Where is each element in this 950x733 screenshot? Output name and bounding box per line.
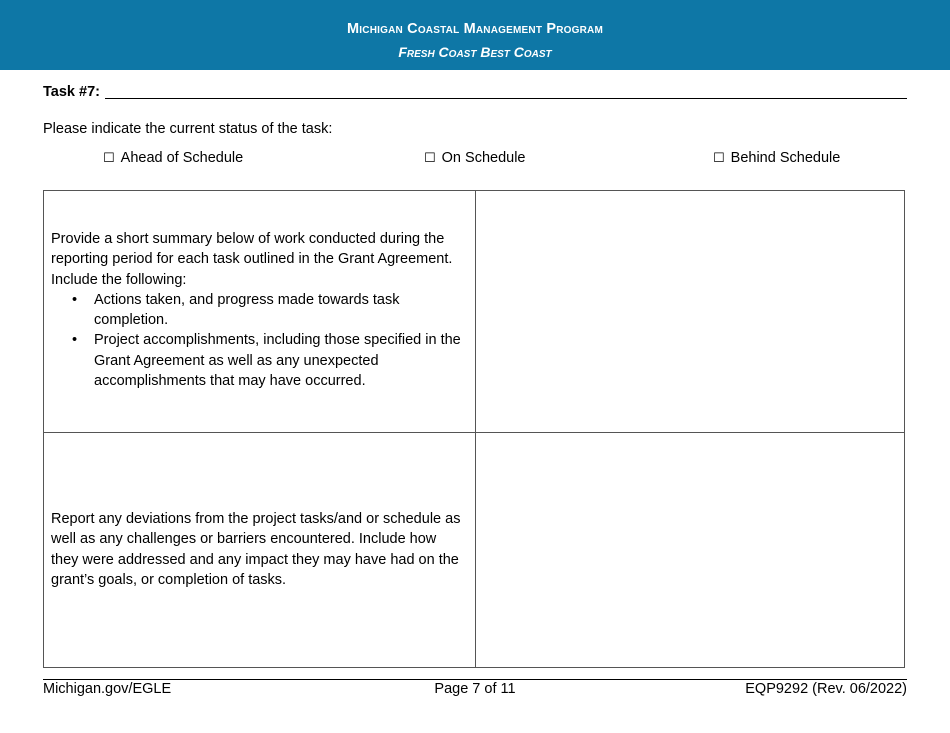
header-banner <box>0 0 950 70</box>
behind-schedule-option[interactable] <box>713 150 840 166</box>
ahead-of-schedule-option[interactable] <box>103 150 243 166</box>
deviations-instructions: Report any deviations from the project tasks/and or schedule as well as any challenges or barriers encountered. Include how they were addressed and any impact they may have had on the grant’s goals, or completion of tasks. <box>51 511 461 588</box>
option-label: Behind Schedule <box>730 150 841 166</box>
footer-divider <box>43 679 907 680</box>
form-number: EQP9292 (Rev. 06/2022) <box>745 681 907 697</box>
checkbox-icon[interactable]: ☐ <box>103 151 115 166</box>
checkbox-icon[interactable]: ☐ <box>424 151 436 166</box>
program-slogan: Fresh Coast Best Coast <box>398 44 552 60</box>
task-label: Task #7: <box>43 84 100 100</box>
option-label: Ahead of Schedule <box>120 150 244 166</box>
summary-response-cell[interactable] <box>476 191 904 432</box>
page-number: Page 7 of 11 <box>434 681 516 697</box>
list-item: • Project accomplishments, including those specified in the Grant Agreement as well as any unexpected accomplishments that may have occurred. <box>94 330 463 391</box>
summary-bullet-list <box>51 290 463 391</box>
summary-intro: Provide a short summary below of work conducted during the reporting period for each task outlined in the Grant Agreement. Include the following: <box>51 231 453 288</box>
option-label: On Schedule <box>441 150 526 166</box>
deviations-response-cell[interactable] <box>476 433 904 667</box>
program-title: Michigan Coastal Management Program <box>347 21 603 37</box>
summary-instructions <box>51 229 463 391</box>
footer-website: Michigan.gov/EGLE <box>43 681 172 697</box>
status-prompt: Please indicate the current status of the task: <box>43 121 333 137</box>
on-schedule-option[interactable] <box>424 150 526 166</box>
checkbox-icon[interactable]: ☐ <box>713 151 725 166</box>
task-name-field[interactable] <box>105 98 907 99</box>
report-table <box>43 190 905 668</box>
list-item: • Actions taken, and progress made towards task completion. <box>94 290 463 331</box>
